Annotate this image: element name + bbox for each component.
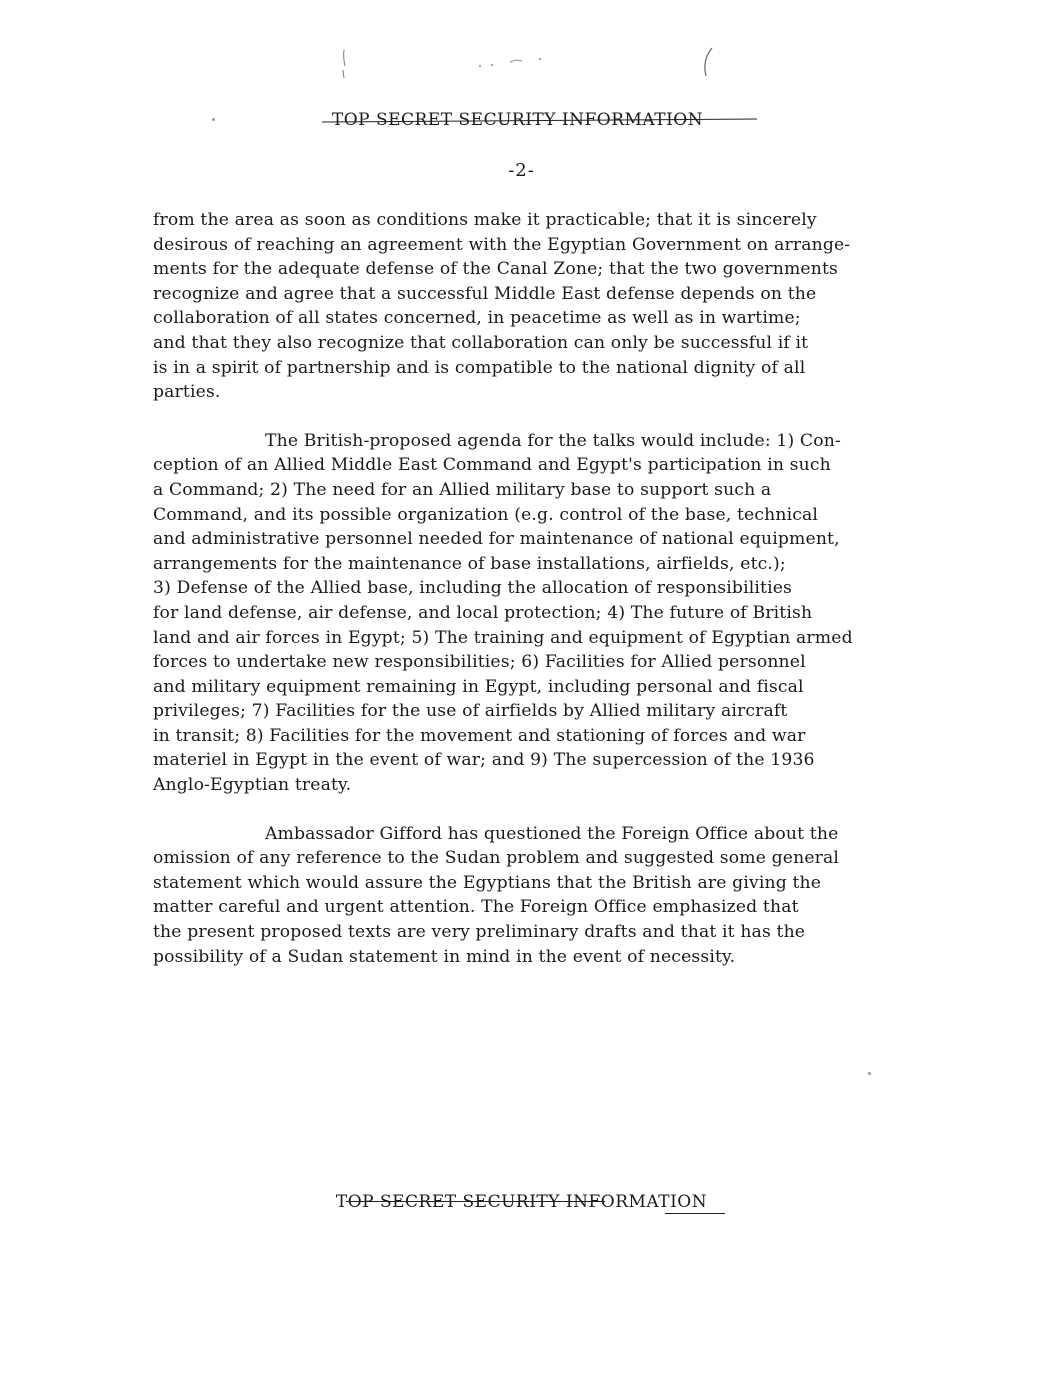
- footer-classification-text: TOP SECRET SECURITY INFORMATION: [335, 1192, 708, 1212]
- text-line: desirous of reaching an agreement with the Egyptian Government on arrange-: [153, 234, 851, 255]
- text-line: The British-proposed agenda for the talks would include: 1) Con-: [265, 430, 841, 451]
- header-classification: [0, 110, 1043, 130]
- document-body: [153, 208, 998, 969]
- paragraph-1: [153, 208, 998, 405]
- text-line: statement which would assure the Egyptians that the British are giving the: [153, 872, 822, 893]
- text-line: in transit; 8) Facilities for the movement and stationing of forces and war: [153, 725, 806, 746]
- text-line: is in a spirit of partnership and is compatible to the national dignity of all: [153, 357, 806, 378]
- text-line: ception of an Allied Middle East Command and Egypt's participation in such: [153, 455, 831, 476]
- text-line: collaboration of all states concerned, in peacetime as well as in wartime;: [153, 308, 801, 329]
- text-line: recognize and agree that a successful Middle East defense depends on the: [153, 283, 817, 304]
- text-line: and military equipment remaining in Egypt, including personal and fiscal: [153, 676, 804, 697]
- text-line: and that they also recognize that collaboration can only be successful if it: [153, 332, 809, 353]
- paragraph-gap: [153, 798, 998, 822]
- text-line: 3) Defense of the Allied base, including the allocation of responsibilities: [153, 578, 793, 599]
- paper-speck: [868, 1072, 871, 1075]
- text-line: parties.: [153, 382, 221, 403]
- text-line: and administrative personnel needed for maintenance of national equipment,: [153, 529, 840, 550]
- text-line: for land defense, air defense, and local protection; 4) The future of British: [153, 602, 813, 623]
- text-line: a Command; 2) The need for an Allied military base to support such a: [153, 479, 772, 500]
- footer-classification: [0, 1192, 1043, 1212]
- pencil-marks-icon: [340, 44, 720, 84]
- text-line: matter careful and urgent attention. The Foreign Office emphasized that: [153, 897, 799, 918]
- paragraph-2: [153, 429, 998, 798]
- text-line: land and air forces in Egypt; 5) The training and equipment of Egyptian armed: [153, 627, 853, 648]
- text-line: forces to undertake new responsibilities; 6) Facilities for Allied personnel: [153, 652, 806, 673]
- text-line: privileges; 7) Facilities for the use of airfields by Allied military aircraft: [153, 701, 788, 722]
- text-line: omission of any reference to the Sudan problem and suggested some general: [153, 848, 840, 869]
- page-number: -2-: [508, 160, 535, 181]
- text-line: materiel in Egypt in the event of war; and 9) The supercession of the 1936: [153, 750, 815, 771]
- footer-underline: [665, 1213, 725, 1214]
- text-line: arrangements for the maintenance of base installations, airfields, etc.);: [153, 553, 786, 574]
- text-line: Command, and its possible organization (e.g. control of the base, technical: [153, 504, 819, 525]
- paragraph-3: [153, 822, 998, 970]
- header-classification-text: TOP SECRET SECURITY INFORMATION: [331, 110, 704, 130]
- text-line: the present proposed texts are very preliminary drafts and that it has the: [153, 922, 806, 943]
- text-line: Ambassador Gifford has questioned the Foreign Office about the: [265, 823, 839, 844]
- text-line: from the area as soon as conditions make it practicable; that it is sincerely: [153, 210, 817, 230]
- footer-strikethrough: [346, 1201, 605, 1202]
- paragraph-gap: [153, 405, 998, 429]
- paper-speck: [212, 118, 215, 121]
- text-line: ments for the adequate defense of the Canal Zone; that the two governments: [153, 259, 839, 280]
- text-line: Anglo-Egyptian treaty.: [153, 775, 352, 796]
- text-line: possibility of a Sudan statement in mind in the event of necessity.: [153, 946, 736, 967]
